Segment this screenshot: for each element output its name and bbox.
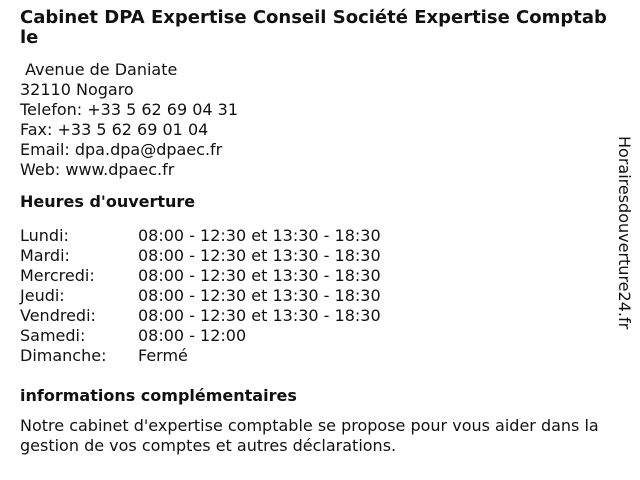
time-range: 08:00 - 12:30 et 13:30 - 18:30 (138, 266, 381, 285)
time-range: 08:00 - 12:30 et 13:30 - 18:30 (138, 286, 381, 305)
opening-hours-table (20, 226, 610, 366)
time-range: 08:00 - 12:00 (138, 326, 247, 345)
site-watermark: Horairesdouverture24.fr (615, 136, 634, 330)
hours-row-wednesday (20, 266, 610, 286)
day-label: Mercredi: (20, 266, 95, 285)
time-range: 08:00 - 12:30 et 13:30 - 18:30 (138, 306, 381, 325)
business-details (20, 8, 610, 456)
email-address: Email: dpa.dpa@dpaec.fr (20, 140, 223, 159)
additional-info-text: Notre cabinet d'expertise comptable se propose pour vous aider dans la gestion de vos comptes et autres déclarations. (20, 416, 599, 455)
time-range: 08:00 - 12:30 et 13:30 - 18:30 (138, 246, 381, 265)
day-label: Lundi: (20, 226, 69, 245)
website: Web: www.dpaec.fr (20, 160, 175, 179)
hours-row-sunday (20, 346, 610, 366)
hours-row-thursday (20, 286, 610, 306)
day-label: Vendredi: (20, 306, 96, 325)
day-label: Samedi: (20, 326, 86, 345)
street-address: Avenue de Daniate (20, 60, 178, 79)
hours-row-tuesday (20, 246, 610, 266)
day-label: Dimanche: (20, 346, 107, 365)
contact-block (20, 60, 610, 180)
time-range: 08:00 - 12:30 et 13:30 - 18:30 (138, 226, 381, 245)
time-range: Fermé (138, 346, 188, 365)
hours-row-saturday (20, 326, 610, 346)
opening-hours-heading: Heures d'ouverture (20, 192, 196, 211)
phone-number: Telefon: +33 5 62 69 04 31 (20, 100, 239, 119)
day-label: Jeudi: (20, 286, 65, 305)
hours-row-monday (20, 226, 610, 246)
business-name: Cabinet DPA Expertise Conseil Société Expertise Comptable (20, 7, 607, 48)
day-label: Mardi: (20, 246, 70, 265)
additional-info-heading: informations complémentaires (20, 386, 297, 405)
postal-city: 32110 Nogaro (20, 80, 134, 99)
hours-row-friday (20, 306, 610, 326)
fax-number: Fax: +33 5 62 69 01 04 (20, 120, 209, 139)
